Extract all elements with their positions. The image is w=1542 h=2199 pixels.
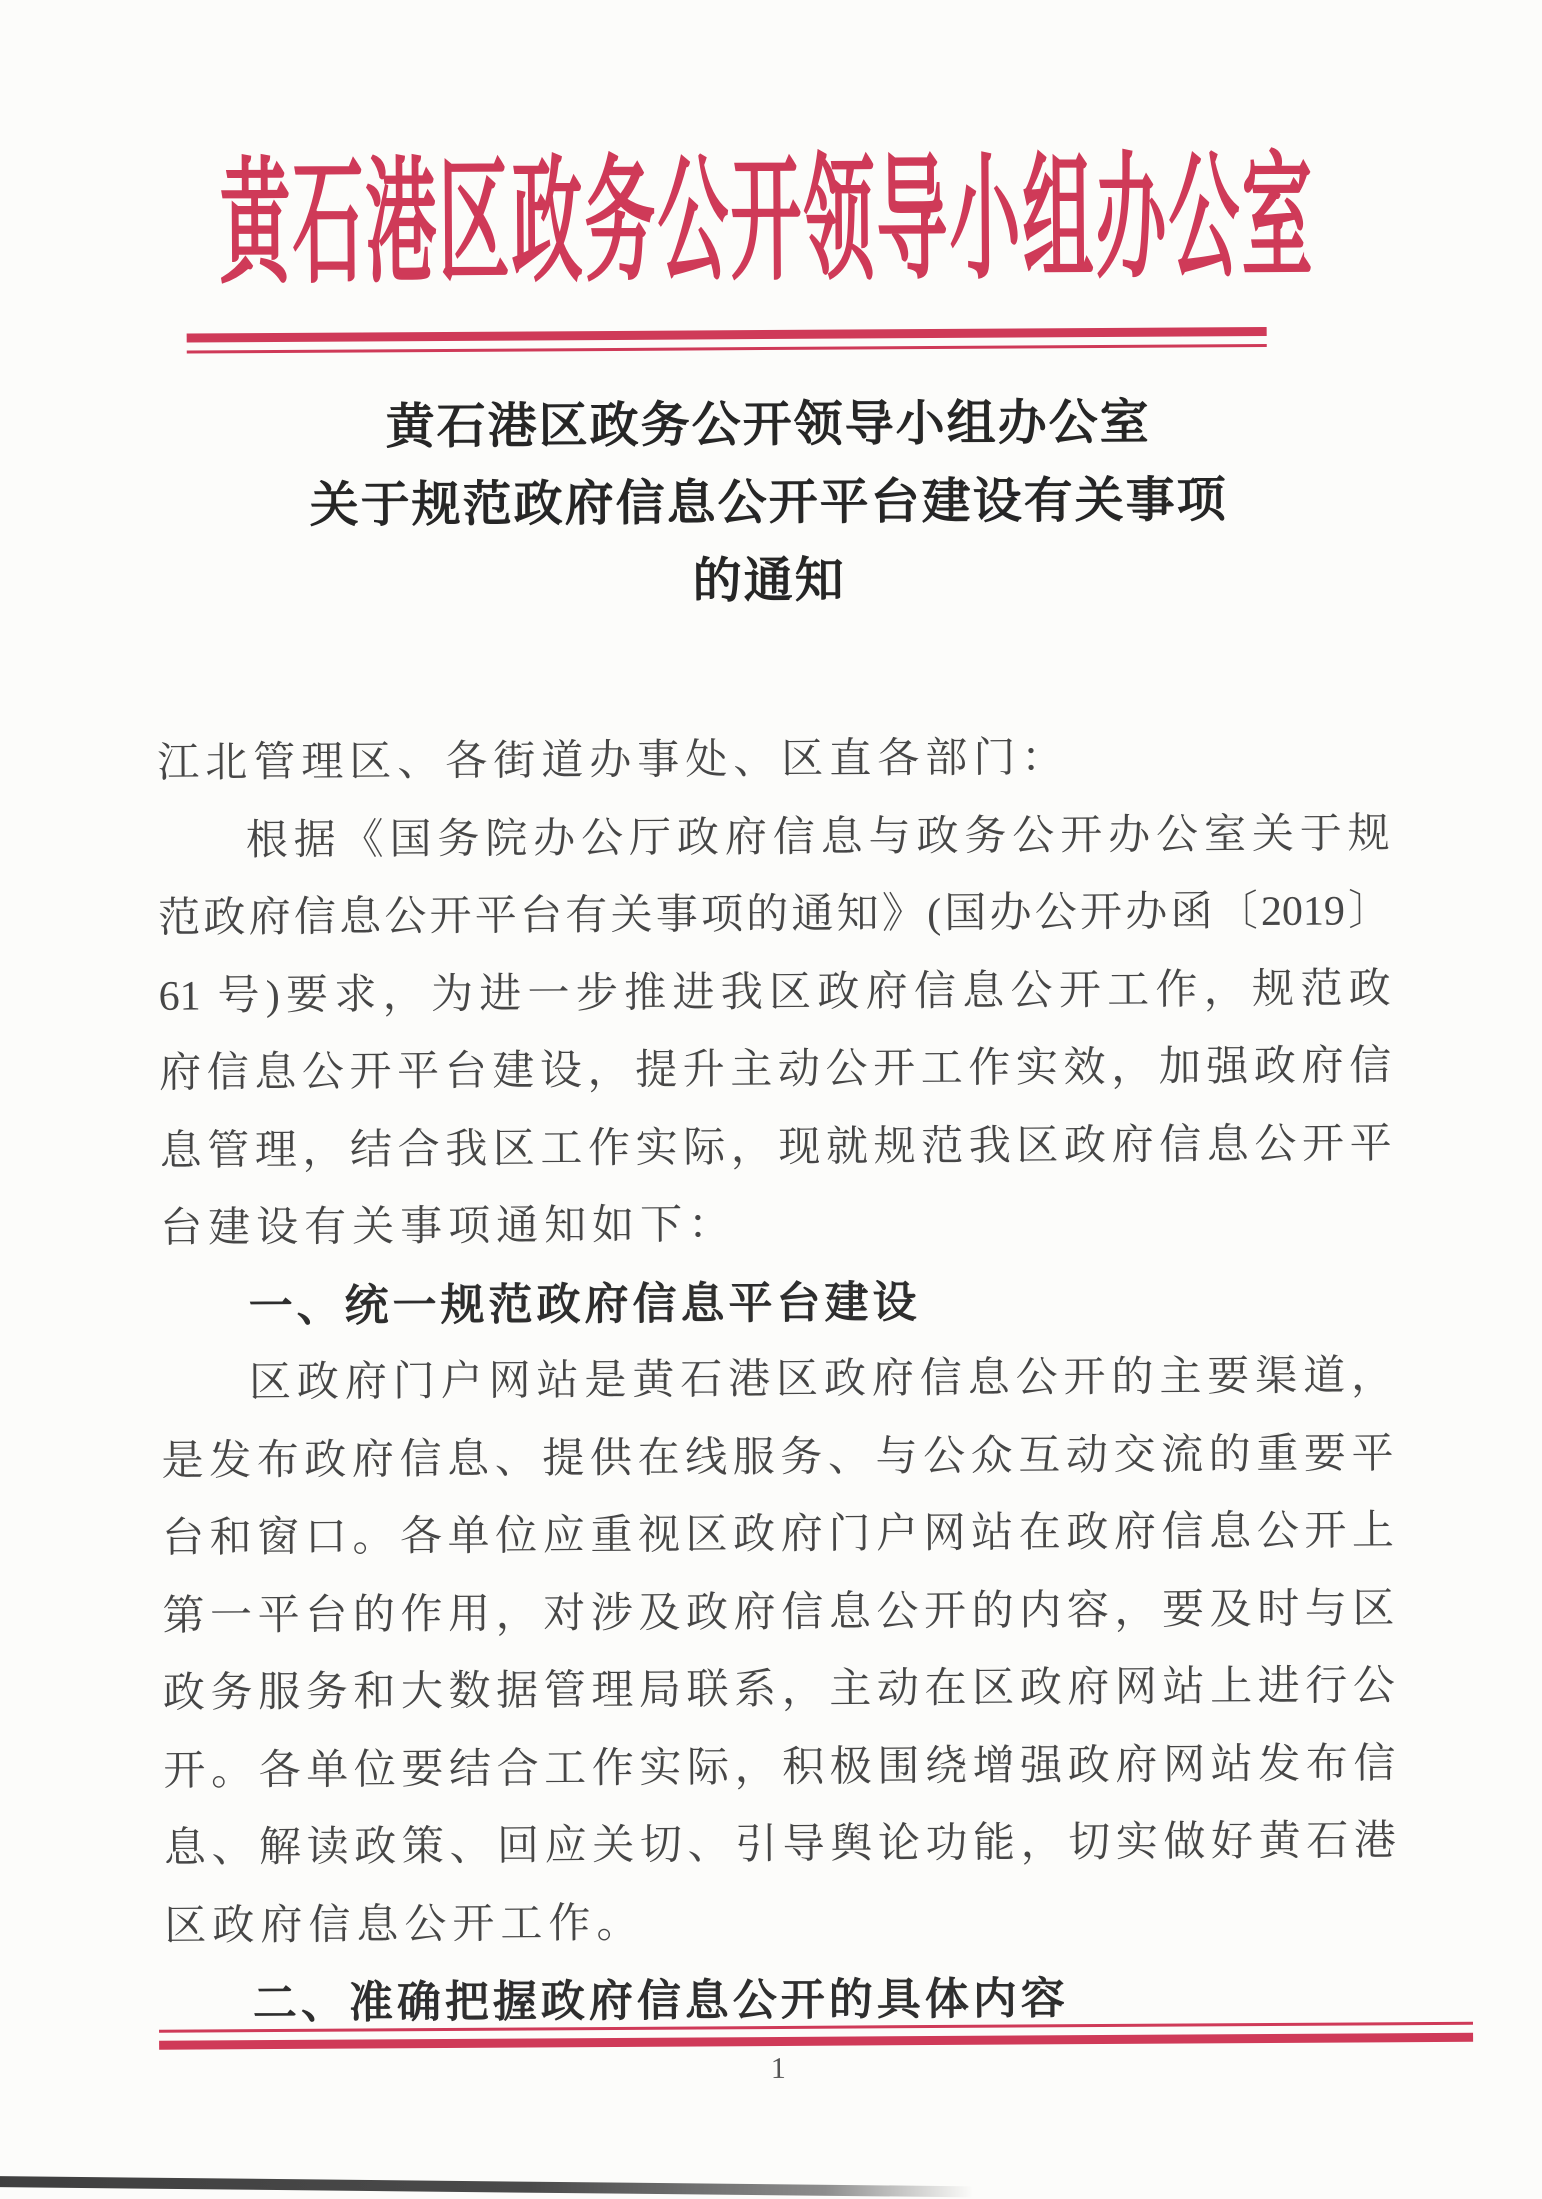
document-title-line: 关于规范政府信息公开平台建设有关事项 — [309, 472, 1228, 533]
letterhead-text: 黄石港区政务公开领导小组办公室 — [219, 144, 1315, 302]
document-body — [157, 718, 1397, 2043]
document-title-line: 黄石港区政务公开领导小组办公室 — [385, 394, 1151, 455]
section-heading: 一、统一规范政府信息平台建设 — [248, 1277, 921, 1331]
page-number: 1 — [770, 2051, 786, 2086]
body-line: 政务服务和大数据管理局联系，主动在区政府网站上进行公 — [162, 1663, 1396, 1717]
body-line: 息管理，结合我区工作实际，现就规范我区政府信息公开平 — [159, 1120, 1392, 1175]
section-heading: 二、准确把握政府信息公开的具体内容 — [252, 1974, 1069, 2029]
body-line: 第一平台的作用，对涉及政府信息公开的内容，要及时与区 — [162, 1585, 1395, 1640]
body-line: 江北管理区、各街道办事处、区直各部门： — [157, 735, 1070, 787]
body-line: 范政府信息公开平台有关事项的通知》(国办公开办函〔2019〕 — [158, 888, 1391, 942]
body-line: 根据《国务院办公厅政府信息与政务公开办公室关于规 — [245, 810, 1390, 864]
body-line: 台和窗口。各单位应重视区政府门户网站在政府信息公开上 — [161, 1508, 1395, 1562]
body-line: 是发布政府信息、提供在线服务、与公众互动交流的重要平 — [161, 1430, 1394, 1485]
letterhead-rule-thin — [187, 344, 1267, 354]
letterhead — [207, 144, 1327, 302]
body-line: 区政府门户网站是黄石港区政府信息公开的主要渠道， — [248, 1353, 1394, 1407]
body-line: 开。各单位要结合工作实际，积极围绕增强政府网站发布信 — [163, 1740, 1396, 1795]
document-title — [0, 381, 1540, 624]
letterhead-rule-thick — [187, 327, 1267, 343]
body-line: 61 号)要求，为进一步推进我区政府信息公开工作，规范政 — [158, 965, 1391, 1020]
document-title-line: 的通知 — [692, 552, 846, 609]
body-line: 台建设有关事项通知如下： — [159, 1202, 737, 1252]
body-line: 息、解读政策、回应关切、引导舆论功能，切实做好黄石港 — [163, 1818, 1397, 1872]
body-line: 府信息公开平台建设，提升主动公开工作实效，加强政府信 — [159, 1043, 1392, 1097]
body-line: 区政府信息公开工作。 — [164, 1900, 645, 1950]
